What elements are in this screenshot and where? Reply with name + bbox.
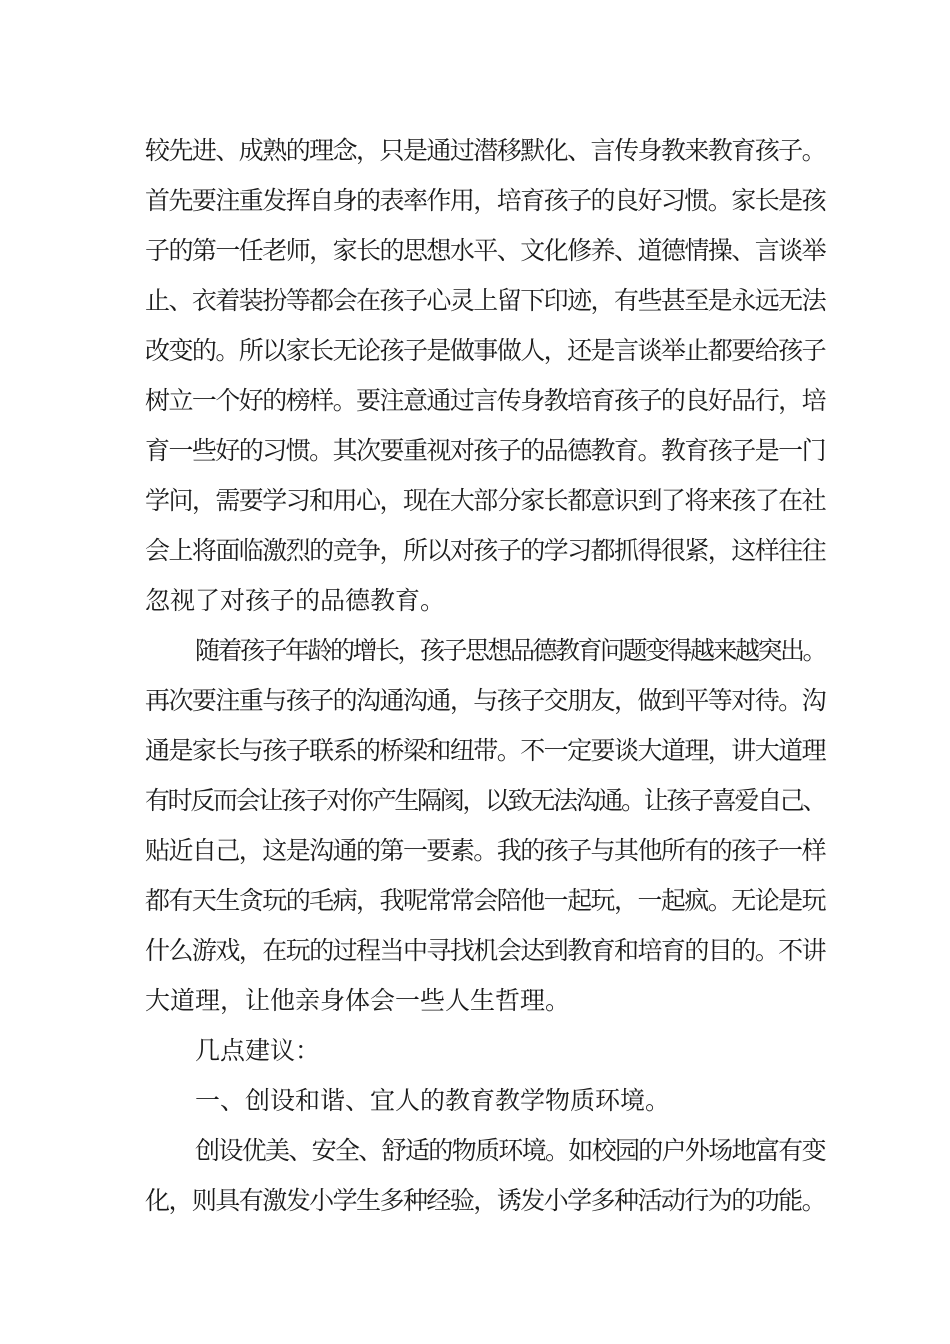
text-line: 什么游戏，在玩的过程当中寻找机会达到教育和培育的目的。不讲: [145, 936, 826, 965]
text-line: 止、衣着装扮等都会在孩子心灵上留下印迹，有些甚至是永远无法: [145, 286, 826, 315]
text-line: 育一些好的习惯。其次要重视对孩子的品德教育。教育孩子是一门: [145, 436, 826, 465]
text-line: 子的第一任老师，家长的思想水平、文化修养、道德情操、言谈举: [145, 236, 826, 265]
text-line: 都有天生贪玩的毛病，我呢常常会陪他一起玩，一起疯。无论是玩: [145, 886, 826, 915]
text-line: 忽视了对孩子的品德教育。: [145, 586, 446, 615]
text-line: 随着孩子年龄的增长，孩子思想品德教育问题变得越来越突出。: [195, 636, 826, 665]
text-line: 树立一个好的榜样。要注意通过言传身教培育孩子的良好品行，培: [145, 386, 826, 415]
text-line: 有时反而会让孩子对你产生隔阂，以致无法沟通。让孩子喜爱自己、: [145, 786, 826, 815]
body-text: [145, 126, 826, 1226]
text-line: 再次要注重与孩子的沟通沟通，与孩子交朋友，做到平等对待。沟: [145, 686, 826, 715]
text-line: 会上将面临激烈的竞争，所以对孩子的学习都抓得很紧，这样往往: [145, 536, 826, 565]
text-line: 学问，需要学习和用心，现在大部分家长都意识到了将来孩了在社: [145, 486, 826, 515]
text-line: 化，则具有激发小学生多种经验，诱发小学多种活动行为的功能。: [145, 1186, 826, 1215]
text-line: 首先要注重发挥自身的表率作用，培育孩子的良好习惯。家长是孩: [145, 186, 826, 215]
text-line: 几点建议：: [195, 1036, 321, 1065]
text-line: 通是家长与孩子联系的桥梁和纽带。不一定要谈大道理，讲大道理: [145, 736, 826, 765]
text-line: 贴近自己，这是沟通的第一要素。我的孩子与其他所有的孩子一样: [145, 836, 826, 865]
text-line: 创设优美、安全、舒适的物质环境。如校园的户外场地富有变: [195, 1136, 825, 1165]
text-line: 改变的。所以家长无论孩子是做事做人，还是言谈举止都要给孩子: [145, 336, 826, 365]
text-line: 一、创设和谐、宜人的教育教学物质环境。: [195, 1086, 671, 1115]
text-line: 大道理，让他亲身体会一些人生哲理。: [145, 986, 571, 1015]
text-line: 较先进、成熟的理念，只是通过潜移默化、言传身教来教育孩子。: [145, 136, 826, 165]
